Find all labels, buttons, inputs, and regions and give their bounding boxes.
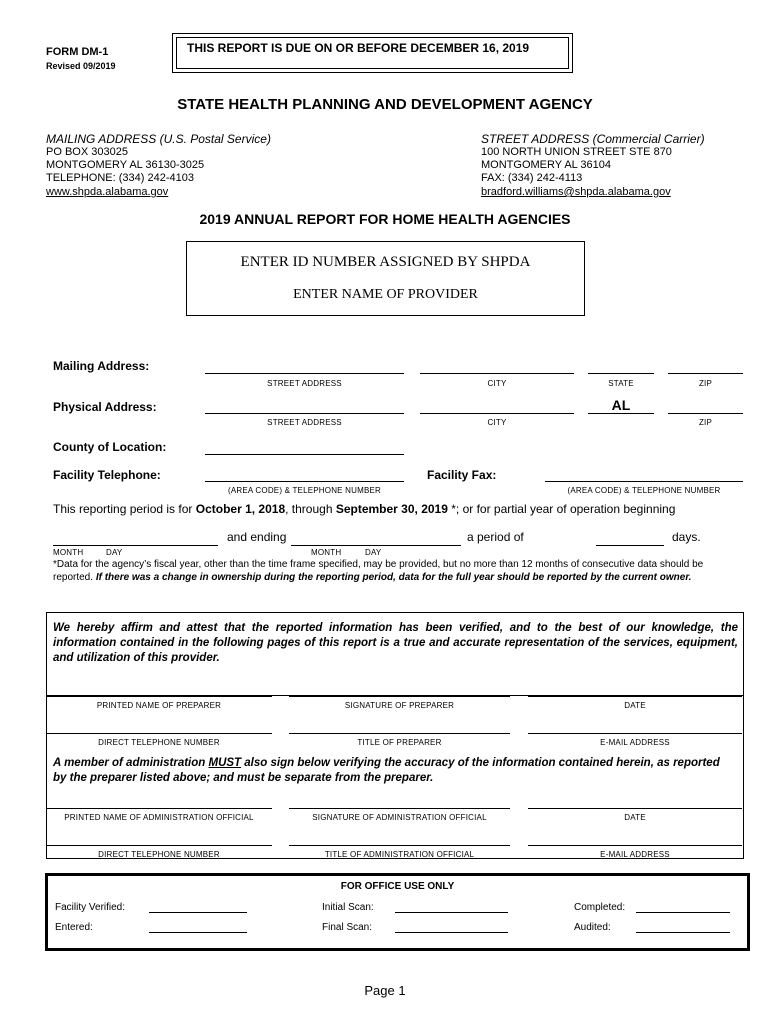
completed-label: Completed: <box>574 902 626 913</box>
mailing-state-field[interactable] <box>588 373 654 374</box>
mailing-address-block <box>46 133 271 199</box>
period-intro: This reporting period is for <box>53 502 196 516</box>
phone-caption: (AREA CODE) & TELEPHONE NUMBER <box>228 486 381 495</box>
mailing-line1: PO BOX 303025 <box>46 146 128 158</box>
initial-scan-field[interactable] <box>395 912 508 913</box>
revised-date: Revised 09/2019 <box>46 61 116 71</box>
day-caption: DAY <box>106 548 123 557</box>
a-period-of-label: a period of <box>467 530 524 544</box>
email-caption: E-MAIL ADDRESS <box>600 850 670 859</box>
month-caption: MONTH <box>53 548 84 557</box>
id-box[interactable] <box>186 241 585 316</box>
final-scan-field[interactable] <box>395 932 508 933</box>
physical-state-value: AL <box>611 397 631 413</box>
city-caption: CITY <box>487 379 507 388</box>
street-caption: STREET ADDRESS <box>267 418 342 427</box>
facility-verified-label: Facility Verified: <box>55 902 126 913</box>
period-through: , through <box>285 502 336 516</box>
page-number: Page 1 <box>364 983 406 998</box>
preparer-phone-field[interactable] <box>46 733 272 734</box>
completed-field[interactable] <box>636 912 730 913</box>
admin-email-field[interactable] <box>528 845 742 846</box>
mailing-street-field[interactable] <box>205 373 404 374</box>
mailing-heading: MAILING ADDRESS (U.S. Postal Service) <box>46 132 271 146</box>
period-note-text: *Data for the agency’s fiscal year, other than the time frame specified, may be provided, but no more than 12 months of consecutive data should be reported. <box>53 559 704 583</box>
fax-field[interactable] <box>545 481 743 482</box>
date-caption: DATE <box>624 701 646 710</box>
mailing-line2: MONTGOMERY AL 36130-3025 <box>46 159 205 171</box>
office-use-heading: FOR OFFICE USE ONLY <box>340 881 455 892</box>
entered-label: Entered: <box>55 922 93 933</box>
title-preparer-caption: TITLE OF PREPARER <box>357 738 442 747</box>
email-link[interactable]: bradford.williams@shpda.alabama.gov <box>481 186 671 198</box>
state-caption: STATE <box>608 379 634 388</box>
mailing-city-field[interactable] <box>420 373 574 374</box>
street-line1: 100 NORTH UNION STREET STE 870 <box>481 146 672 158</box>
due-notice-box <box>172 33 573 73</box>
printed-admin-caption: PRINTED NAME OF ADMINISTRATION OFFICIAL <box>64 813 254 822</box>
date-caption: DATE <box>624 813 646 822</box>
agency-title: STATE HEALTH PLANNING AND DEVELOPMENT AGENCY <box>177 96 593 113</box>
period-end: September 30, 2019 <box>335 502 448 516</box>
fax-caption: (AREA CODE) & TELEPHONE NUMBER <box>567 486 721 495</box>
zip-caption: ZIP <box>698 418 713 427</box>
partial-end-field[interactable] <box>291 545 461 546</box>
street-address-block <box>481 133 705 199</box>
telephone-field[interactable] <box>205 481 404 482</box>
admin-statement <box>53 756 733 786</box>
street-heading: STREET ADDRESS (Commercial Carrier) <box>481 132 705 146</box>
direct-phone-caption: DIRECT TELEPHONE NUMBER <box>98 850 220 859</box>
audited-field[interactable] <box>636 932 730 933</box>
period-start: October 1, 2018 <box>195 502 286 516</box>
final-scan-label: Final Scan: <box>322 922 373 933</box>
street-line2: MONTGOMERY AL 36104 <box>481 159 612 171</box>
admin-name-field[interactable] <box>46 808 272 809</box>
signature-admin-caption: SIGNATURE OF ADMINISTRATION OFFICIAL <box>312 813 487 822</box>
month-caption: MONTH <box>311 548 342 557</box>
city-caption: CITY <box>487 418 507 427</box>
physical-street-field[interactable] <box>205 413 404 414</box>
county-label: County of Location: <box>53 440 167 454</box>
facility-verified-field[interactable] <box>149 912 247 913</box>
physical-address-label: Physical Address: <box>53 400 157 414</box>
zip-caption: ZIP <box>698 379 713 388</box>
period-note <box>53 558 743 584</box>
report-title: 2019 ANNUAL REPORT FOR HOME HEALTH AGENCIES <box>199 211 571 227</box>
and-ending-label: and ending <box>227 530 287 544</box>
reporting-period <box>53 502 675 516</box>
physical-state-field[interactable] <box>588 413 654 414</box>
website-link[interactable]: www.shpda.alabama.gov <box>46 186 169 198</box>
admin-statement-must: MUST <box>208 757 242 769</box>
county-field[interactable] <box>205 454 404 455</box>
admin-title-field[interactable] <box>289 845 510 846</box>
telephone-label: Facility Telephone: <box>53 468 161 482</box>
direct-phone-caption: DIRECT TELEPHONE NUMBER <box>98 738 220 747</box>
preparer-email-field[interactable] <box>528 733 742 734</box>
period-tail: *; or for partial year of operation beginning <box>447 502 676 516</box>
physical-city-field[interactable] <box>420 413 574 414</box>
admin-statement-pre: A member of administration <box>53 757 209 769</box>
day-caption: DAY <box>365 548 382 557</box>
admin-date-field[interactable] <box>528 808 742 809</box>
entered-field[interactable] <box>149 932 247 933</box>
preparer-title-field[interactable] <box>289 733 510 734</box>
provider-name-label: ENTER NAME OF PROVIDER <box>293 287 478 302</box>
days-field[interactable] <box>596 545 664 546</box>
partial-begin-field[interactable] <box>53 545 218 546</box>
admin-phone-field[interactable] <box>46 845 272 846</box>
street-caption: STREET ADDRESS <box>267 379 342 388</box>
form-code: FORM DM-1 <box>46 46 109 58</box>
signature-preparer-caption: SIGNATURE OF PREPARER <box>344 701 455 710</box>
ownership-note: If there was a change in ownership during the reporting period, data for the full year should be reported by the current owner. <box>95 572 692 583</box>
days-label: days. <box>672 530 701 544</box>
mailing-address-label: Mailing Address: <box>53 359 150 373</box>
preparer-date-field[interactable] <box>528 696 742 697</box>
initial-scan-label: Initial Scan: <box>322 902 374 913</box>
physical-zip-field[interactable] <box>668 413 743 414</box>
printed-preparer-caption: PRINTED NAME OF PREPARER <box>96 701 222 710</box>
attestation-statement: We hereby affirm and attest that the reported information has been verified, and to the best of our knowledge, the information contained in the following pages of this report is a true and accurate representation of the services, equipment, and utilization of this provider. <box>53 622 738 664</box>
mailing-telephone: TELEPHONE: (334) 242-4103 <box>46 172 194 184</box>
fax-label: Facility Fax: <box>427 468 497 482</box>
due-notice: THIS REPORT IS DUE ON OR BEFORE DECEMBER 16, 2019 <box>187 41 530 55</box>
email-caption: E-MAIL ADDRESS <box>600 738 670 747</box>
preparer-signature-field[interactable] <box>289 696 510 697</box>
title-admin-caption: TITLE OF ADMINISTRATION OFFICIAL <box>324 850 475 859</box>
admin-statement-post: also sign below verifying the accuracy of the information contained herein, as reported by the preparer listed above; and must be separate from the preparer. <box>53 757 720 784</box>
admin-signature-field[interactable] <box>289 808 510 809</box>
id-number-label: ENTER ID NUMBER ASSIGNED BY SHPDA <box>240 254 531 270</box>
mailing-zip-field[interactable] <box>668 373 743 374</box>
street-fax: FAX: (334) 242-4113 <box>481 172 583 184</box>
preparer-name-field[interactable] <box>46 696 272 697</box>
audited-label: Audited: <box>574 922 611 933</box>
